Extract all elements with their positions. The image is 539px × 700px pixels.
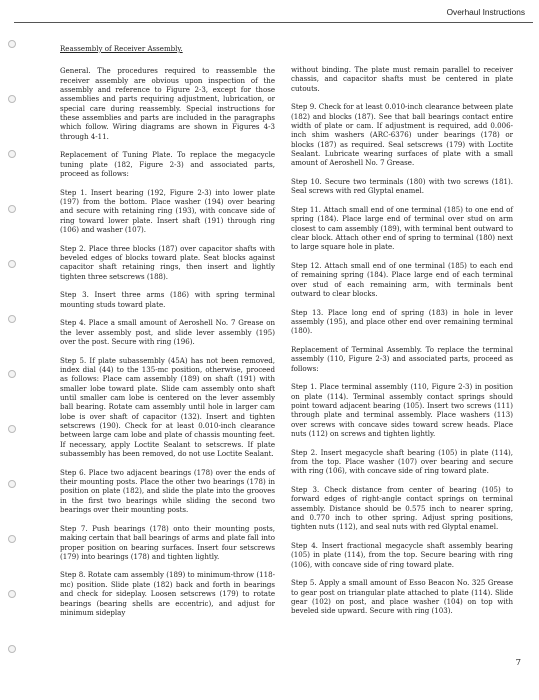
binding-hole-icon: [8, 370, 16, 378]
paragraph: Step 7. Push bearings (178) onto their mounting posts, making certain that ball bearings of arms and plate fall into proper position on bearing surfaces. Insert four setscrews (179) into bearings (178) and tighten lightly.: [60, 523, 275, 561]
section-title: Reassembly of Receiver Assembly.: [60, 44, 183, 53]
paragraph: Replacement of Tuning Plate. To replace the megacycle tuning plate (182, Figure 2-3) and associated parts, proceed as follows:: [60, 150, 275, 179]
binding-hole-icon: [8, 260, 16, 268]
page-number: 7: [515, 658, 521, 668]
paragraph: Step 4. Place a small amount of Aeroshell No. 7 Grease on the lever assembly post, and slide lever assembly (195) over the post. Secure with ring (196).: [60, 318, 275, 347]
binding-hole-icon: [8, 590, 16, 598]
paragraph: General. The procedures required to reassemble the receiver assembly are obvious upon inspection of the assembly and reference to Figure 2-3, except for those assemblies and parts requiring adjustment, lubrication, or special care during reassembly. Special instructions for these assemblies and parts are included in the paragraphs which follow. Wiring diagrams are shown in Figures 4-3 through 4-11.: [60, 66, 275, 141]
paragraph: Step 9. Check for at least 0.010-inch clearance between plate (182) and blocks (187). See that ball bearings contact entire width of plate or cam. If adjustment is required, add 0.006-inch shim washers (ARC-6376) under bearings (178) or blocks (187) as required. Seal setscrews (179) with Loctite Sealant. Lubricate wearing surfaces of plate with a small amount of Aeroshell No. 7 Grease.: [291, 102, 513, 168]
binding-hole-icon: [8, 645, 16, 653]
paragraph: Step 5. If plate subassembly (45A) has not been removed, index dial (44) to the 135-mc position, otherwise, proceed as follows: Place cam assembly (189) on shaft (191) with smaller lobe toward plate. Slide cam assembly onto shaft until smaller cam lobe is centered on the lever assembly ball bearing. Rotate cam assembly until hole in larger cam lobe is over shaft of capacitor (132). Insert and tighten setscrews (190). Check for at least 0.010-inch clearance between large cam lobe and plate of chassis mounting feet. If necessary, apply Loctite Sealant to setscrews. If plate subassembly has been removed, do not use Loctite Sealant.: [60, 355, 275, 459]
binding-hole-icon: [8, 535, 16, 543]
paragraph: Step 12. Attach small end of one terminal (185) to each end of remaining spring (184). Place large end of each terminal over stud of each remaining arm, with terminals bent outward to clear blocks.: [291, 261, 513, 299]
binding-hole-icon: [8, 205, 16, 213]
paragraph: Step 4. Insert fractional megacycle shaft assembly bearing (105) in plate (114), from the top. Secure bearing with ring (106), with concave side of ring toward plate.: [291, 541, 513, 569]
binding-hole-icon: [8, 425, 16, 433]
paragraph: Step 13. Place long end of spring (183) in hole in lever assembly (195), and place other end over remaining terminal (180).: [291, 307, 513, 336]
header-rule: [14, 22, 533, 23]
running-header: Overhaul Instructions: [446, 7, 525, 17]
paragraph: Step 2. Place three blocks (187) over capacitor shafts with beveled edges of blocks toward plate. Seat blocks against capacitor shaft retaining rings, then insert and lightly tighten three setscrews (188).: [60, 243, 275, 281]
binding-margin: [0, 0, 22, 700]
paragraph: Step 3. Insert three arms (186) with spring terminal mounting studs toward plate.: [60, 290, 275, 309]
paragraph: Replacement of Terminal Assembly. To replace the terminal assembly (110, Figure 2-3) and associated parts, proceed as follows:: [291, 345, 513, 373]
left-column: [60, 44, 275, 627]
binding-hole-icon: [8, 480, 16, 488]
binding-hole-icon: [8, 315, 16, 323]
right-column: [291, 65, 513, 625]
binding-hole-icon: [8, 150, 16, 158]
paragraph: without binding. The plate must remain parallel to receiver chassis, and capacitor shafts must be centered in plate cutouts.: [291, 65, 513, 93]
paragraph: Step 8. Rotate cam assembly (189) to minimum-throw (118-mc) position. Slide plate (182) back and forth in bearings and check for sideplay. Loosen setscrews (179) to rotate bearings (bearing shells are eccentric), and adjust for minimum sideplay: [60, 570, 275, 617]
paragraph: Step 2. Insert megacycle shaft bearing (105) in plate (114), from the top. Place washer (107) over bearing and secure with ring (106), with concave side of ring toward plate.: [291, 447, 513, 476]
binding-hole-icon: [8, 40, 16, 48]
paragraph: Step 5. Apply a small amount of Esso Beacon No. 325 Grease to gear post on triangular plate attached to plate (114). Slide gear (102) on post, and place washer (104) on top with beveled side upward. Secure with ring (103).: [291, 578, 513, 616]
binding-hole-icon: [8, 95, 16, 103]
paragraph: Step 6. Place two adjacent bearings (178) over the ends of their mounting posts. Place the other two bearings (178) in position on plate (182), and slide the plate into the grooves in the first two bearings while sliding the second two bearings over their mounting posts.: [60, 467, 275, 515]
paragraph: Step 3. Check distance from center of bearing (105) to forward edges of right-angle contact springs on terminal assembly. Distance should be 0.575 inch to nearer spring, and 0.770 inch to other spring. Adjust spring positions, tighten nuts (112), and seal nuts with red Glyptal enamel.: [291, 485, 513, 532]
paragraph: Step 11. Attach small end of one terminal (185) to one end of spring (184). Place large end of terminal over stud on arm closest to cam assembly (189), with terminal bent outward to clear block. Attach other end of spring to terminal (180) next to large square hole in plate.: [291, 205, 513, 252]
paragraph: Step 1. Insert bearing (192, Figure 2-3) into lower plate (197) from the bottom. Place washer (194) over bearing and secure with retaining ring (193), with concave side of ring toward lower plate. Insert shaft (191) through ring (106) and washer (107).: [60, 187, 275, 235]
paragraph: Step 10. Secure two terminals (180) with two screws (181). Seal screws with red Glyptal enamel.: [291, 177, 513, 196]
paragraph: Step 1. Place terminal assembly (110, Figure 2-3) in position on plate (114). Terminal assembly contact springs should point toward adjacent bearing (105). Insert two screws (111) through plate and terminal assembly. Place washers (113) over screws with concave sides toward screw heads. Place nuts (112) on screws and tighten lightly.: [291, 382, 513, 439]
